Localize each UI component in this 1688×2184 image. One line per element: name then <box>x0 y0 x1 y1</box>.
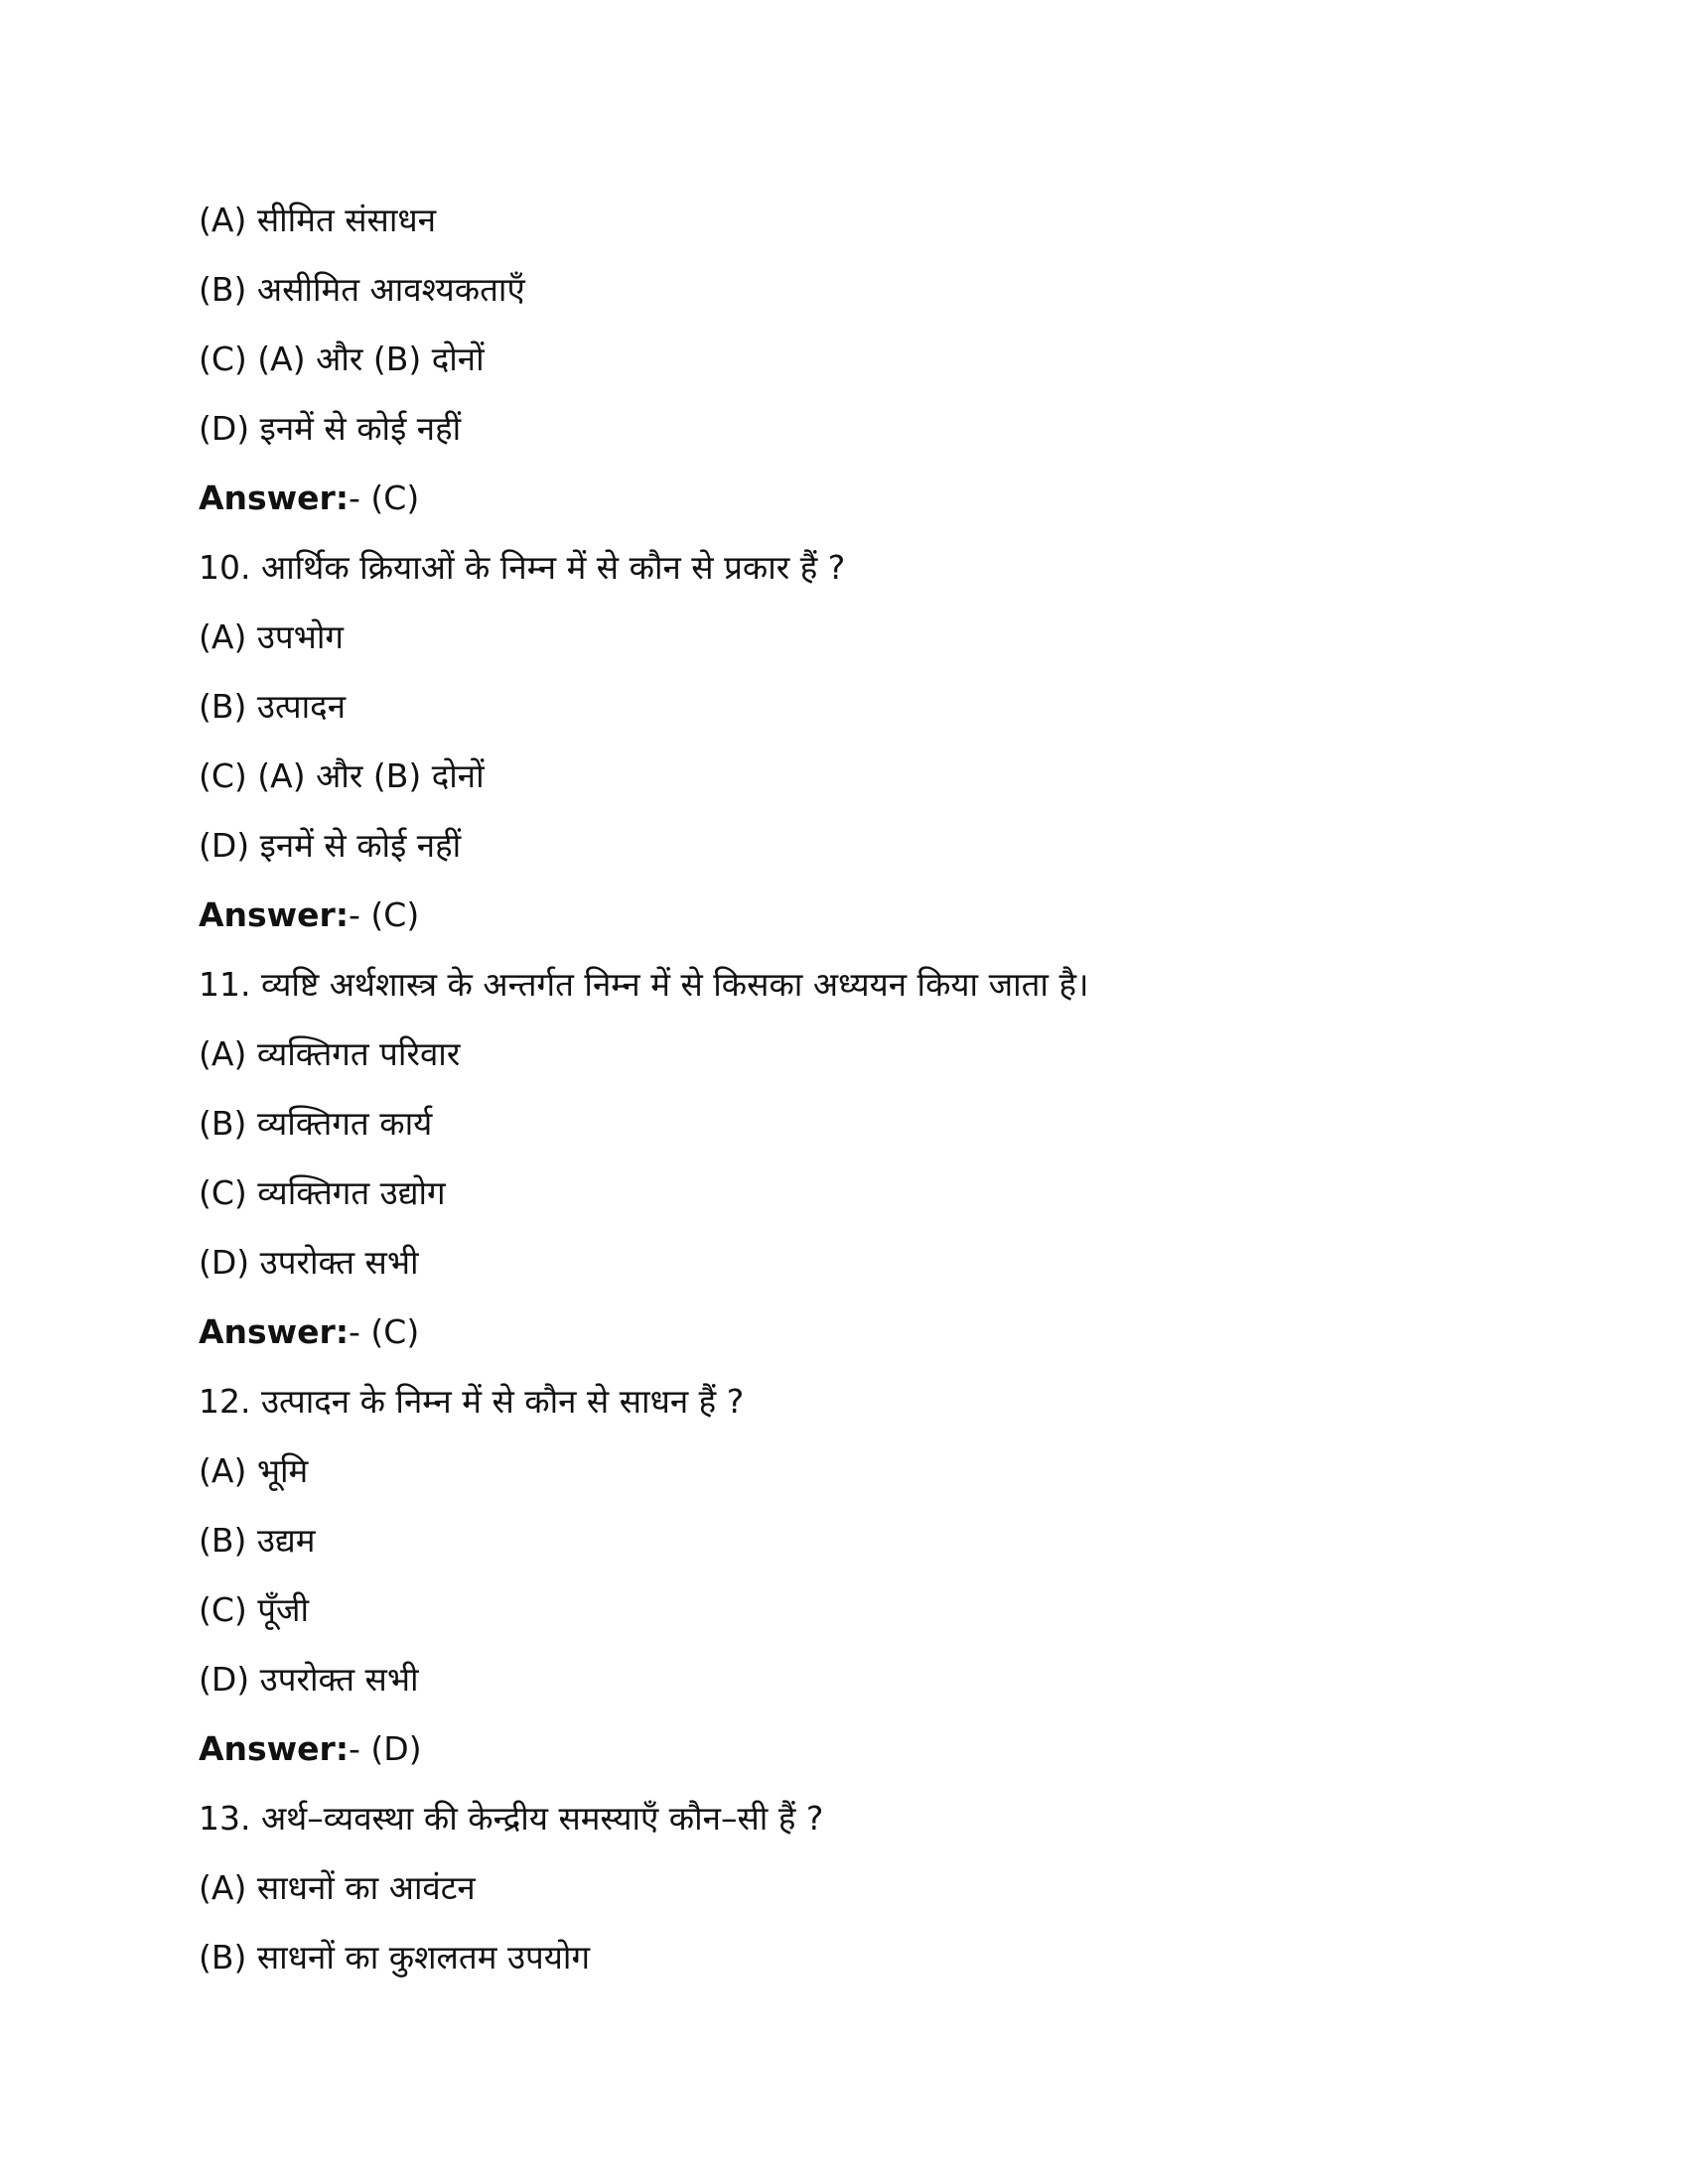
option-line: (C) (A) और (B) दोनों <box>199 756 485 795</box>
option-line: (B) उद्यम <box>199 1521 316 1560</box>
option-line: (D) इनमें से कोई नहीं <box>199 826 462 865</box>
option-line: (D) उपरोक्त सभी <box>199 1243 419 1282</box>
option-line: (B) साधनों का कुशलतम उपयोग <box>199 1938 591 1977</box>
answer-label: Answer: <box>199 1729 350 1768</box>
answer-value: - (C) <box>349 478 420 517</box>
option-line: (A) उपभोग <box>199 617 344 656</box>
option-line: (B) उत्पादन <box>199 687 347 726</box>
answer-line <box>199 1306 1489 1376</box>
option-line: (A) भूमि <box>199 1451 309 1490</box>
option-line: (C) (A) और (B) दोनों <box>199 340 485 378</box>
option-line: (C) व्यक्तिगत उद्योग <box>199 1173 446 1212</box>
question-line: 10. आर्थिक क्रियाओं के निम्न में से कौन से प्रकार हैं ? <box>199 548 846 587</box>
answer-value: - (C) <box>349 895 420 934</box>
answer-value: - (D) <box>349 1729 422 1768</box>
option-line: (A) साधनों का आवंटन <box>199 1868 476 1907</box>
question-line: 11. व्यष्टि अर्थशास्त्र के अन्तर्गत निम्न में से किसका अध्ययन किया जाता है। <box>199 965 1089 1004</box>
answer-line <box>199 1723 1489 1793</box>
option-line: (C) पूँजी <box>199 1590 310 1629</box>
answer-line <box>199 473 1489 542</box>
option-line: (B) असीमित आवश्यकताएँ <box>199 270 525 309</box>
option-line: (B) व्यक्तिगत कार्य <box>199 1104 433 1143</box>
answer-value: - (C) <box>349 1312 420 1351</box>
question-list <box>199 195 1489 2001</box>
answer-line <box>199 889 1489 959</box>
question-line: 12. उत्पादन के निम्न में से कौन से साधन हैं ? <box>199 1382 745 1421</box>
answer-label: Answer: <box>199 1312 350 1351</box>
question-line: 13. अर्थ–व्यवस्था की केन्द्रीय समस्याएँ कौन–सी हैं ? <box>199 1799 824 1838</box>
option-line: (A) व्यक्तिगत परिवार <box>199 1034 461 1073</box>
option-line: (A) सीमित संसाधन <box>199 201 437 239</box>
option-line: (D) इनमें से कोई नहीं <box>199 409 462 448</box>
answer-label: Answer: <box>199 895 350 934</box>
answer-label: Answer: <box>199 478 350 517</box>
option-line: (D) उपरोक्त सभी <box>199 1660 419 1699</box>
